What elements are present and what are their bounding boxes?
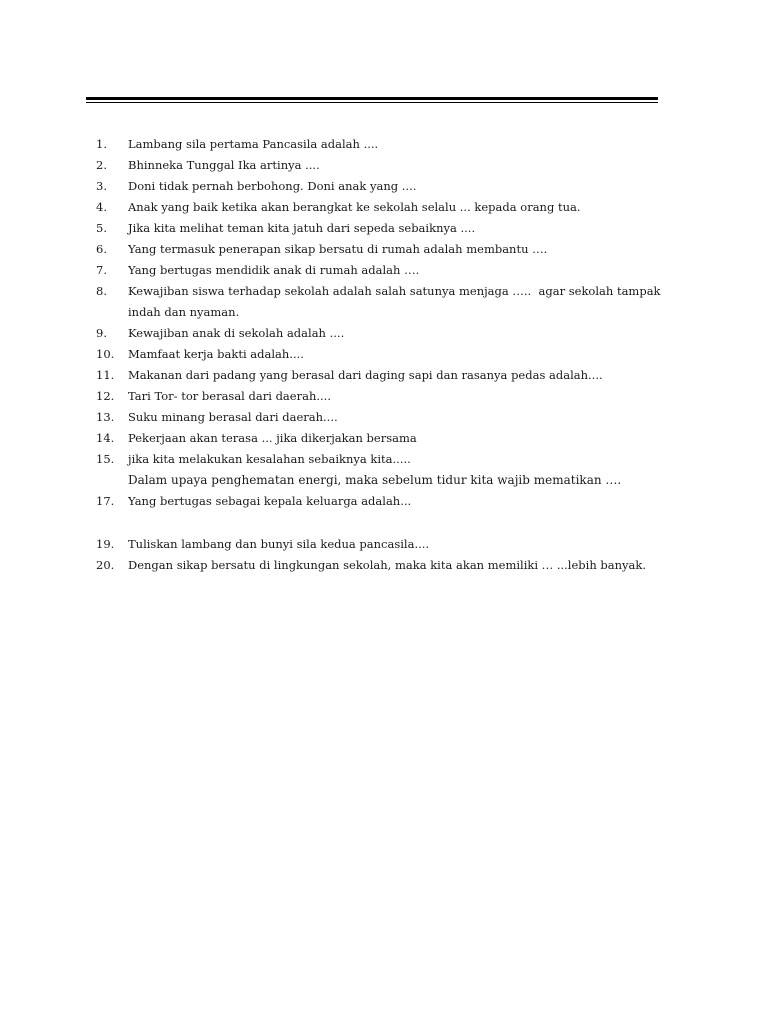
item-number: 4. xyxy=(96,200,107,214)
list-item xyxy=(96,555,676,576)
item-number: 2. xyxy=(96,158,107,172)
item-text: Mamfaat kerja bakti adalah.... xyxy=(128,347,304,361)
list-item xyxy=(96,365,676,386)
list-item xyxy=(96,239,676,260)
list-item xyxy=(96,386,676,407)
list-item xyxy=(96,176,676,197)
list-item xyxy=(96,491,676,512)
item-text: jika kita melakukan kesalahan sebaiknya kita..... xyxy=(128,452,411,466)
item-text: Doni tidak pernah berbohong. Doni anak yang .... xyxy=(128,179,417,193)
item-number: 17. xyxy=(96,494,115,508)
item-text: Yang bertugas mendidik anak di rumah adalah …. xyxy=(128,263,420,277)
unnumbered-line xyxy=(96,470,676,491)
blank-line xyxy=(96,512,676,534)
item-text: Suku minang berasal dari daerah.... xyxy=(128,410,338,424)
item-text: Yang bertugas sebagai kepala keluarga adalah... xyxy=(128,494,412,508)
question-list xyxy=(96,134,676,576)
list-item xyxy=(96,197,676,218)
list-item xyxy=(96,428,676,449)
item-number: 14. xyxy=(96,431,115,445)
list-item xyxy=(96,260,676,281)
list-item xyxy=(96,323,676,344)
item-text: Tuliskan lambang dan bunyi sila kedua pancasila.... xyxy=(128,537,430,551)
list-item xyxy=(96,407,676,428)
item-text: Dalam upaya penghematan energi, maka sebelum tidur kita wajib mematikan …. xyxy=(128,473,622,487)
item-text: Makanan dari padang yang berasal dari daging sapi dan rasanya pedas adalah.... xyxy=(128,368,603,382)
item-number: 3. xyxy=(96,179,107,193)
item-number: 15. xyxy=(96,452,115,466)
item-number: 7. xyxy=(96,263,107,277)
item-number: 6. xyxy=(96,242,107,256)
item-text: Kewajiban siswa terhadap sekolah adalah salah satunya menjaga ….. agar sekolah tampak indah dan nyaman. xyxy=(128,284,665,319)
list-item xyxy=(96,134,676,155)
header-rule-thin xyxy=(86,102,658,103)
list-item xyxy=(96,155,676,176)
item-text: Lambang sila pertama Pancasila adalah .... xyxy=(128,137,379,151)
item-text: Anak yang baik ketika akan berangkat ke sekolah selalu ... kepada orang tua. xyxy=(128,200,581,214)
item-number: 12. xyxy=(96,389,115,403)
item-text: Kewajiban anak di sekolah adalah .... xyxy=(128,326,345,340)
item-number: 8. xyxy=(96,284,107,298)
item-text: Tari Tor- tor berasal dari daerah.... xyxy=(128,389,331,403)
list-item xyxy=(96,218,676,239)
item-text: Pekerjaan akan terasa ... jika dikerjakan bersama xyxy=(128,431,417,445)
item-text: Bhinneka Tunggal Ika artinya .... xyxy=(128,158,320,172)
item-number: 13. xyxy=(96,410,115,424)
item-number: 19. xyxy=(96,537,115,551)
list-item xyxy=(96,344,676,365)
item-text: Jika kita melihat teman kita jatuh dari sepeda sebaiknya .... xyxy=(128,221,476,235)
item-number: 5. xyxy=(96,221,107,235)
list-item xyxy=(96,534,676,555)
list-item xyxy=(96,449,676,470)
item-number: 10. xyxy=(96,347,115,361)
item-number: 20. xyxy=(96,558,115,572)
item-text: Yang termasuk penerapan sikap bersatu di rumah adalah membantu …. xyxy=(128,242,548,256)
item-number: 11. xyxy=(96,368,115,382)
list-item xyxy=(96,281,676,323)
header-rule-thick xyxy=(86,97,658,100)
item-number: 9. xyxy=(96,326,107,340)
item-text: Dengan sikap bersatu di lingkungan sekolah, maka kita akan memiliki … ...lebih banyak. xyxy=(128,558,646,572)
item-number: 1. xyxy=(96,137,107,151)
